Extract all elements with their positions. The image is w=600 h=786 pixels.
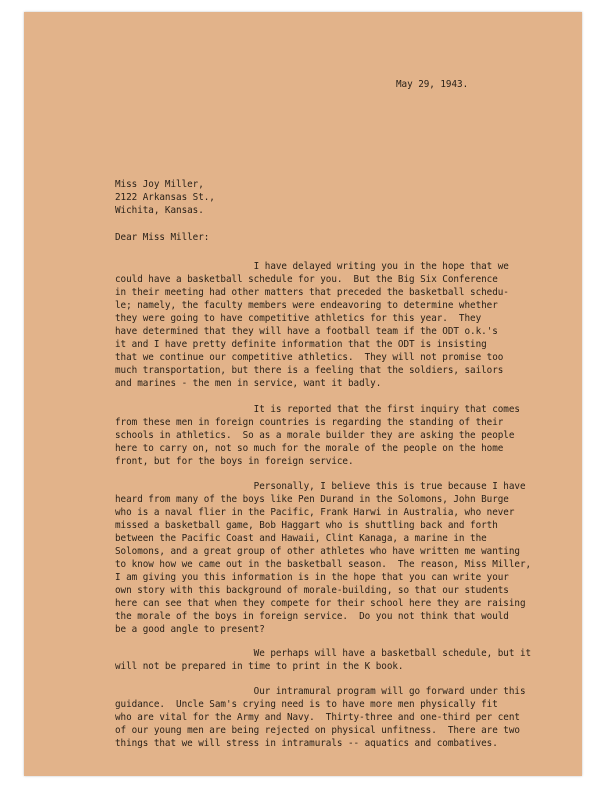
letter-page [24, 12, 582, 776]
line: to know how we came out in the basketball season. The reason, Miss Miller, [115, 559, 532, 570]
line: Solomons, and a great group of other athletes who have written me wanting [115, 546, 520, 557]
letter-date: May 29, 1943. [396, 79, 469, 90]
recipient-city: Wichita, Kansas. [115, 205, 204, 216]
line: I am giving you this information is in the hope that you can write your [115, 572, 509, 583]
line: will not be prepared in time to print in the K book. [115, 661, 404, 672]
paragraph-5 [115, 685, 526, 750]
line: they were going to have competitive athletics for this year. They [115, 313, 482, 324]
line: the morale of the boys in foreign service. Do you not think that would [115, 611, 509, 622]
recipient-address [115, 178, 215, 217]
line: heard from many of the boys like Pen Durand in the Solomons, John Burge [115, 494, 509, 505]
line: from these men in foreign countries is regarding the standing of their [115, 417, 504, 428]
paragraph-1 [115, 260, 509, 390]
line: of our young men are being rejected on physical unfitness. There are two [115, 725, 520, 736]
line: I have delayed writing you in the hope that we [115, 261, 509, 272]
paragraph-3 [115, 480, 531, 636]
line: who are vital for the Army and Navy. Thirty-three and one-third per cent [115, 712, 520, 723]
line: it and I have pretty definite information that the ODT is insisting [115, 339, 487, 350]
line: have determined that they will have a football team if the ODT o.k.'s [115, 326, 498, 337]
recipient-name: Miss Joy Miller, [115, 179, 204, 190]
line: own story with this background of morale-building, so that our students [115, 585, 509, 596]
line: between the Pacific Coast and Hawaii, Clint Kanaga, a marine in the [115, 533, 487, 544]
line: schools in athletics. So as a morale builder they are asking the people [115, 430, 515, 441]
line: guidance. Uncle Sam's crying need is to have more men physically fit [115, 699, 498, 710]
salutation: Dear Miss Miller: [115, 232, 210, 243]
line: here can see that when they compete for their school here they are raising [115, 598, 526, 609]
line: and marines - the men in service, want it badly. [115, 378, 382, 389]
line: things that we will stress in intramurals -- aquatics and combatives. [115, 738, 498, 749]
line: missed a basketball game, Bob Haggart who is shuttling back and forth [115, 520, 498, 531]
line: much transportation, but there is a feeling that the soldiers, sailors [115, 365, 504, 376]
line: Personally, I believe this is true because I have [115, 481, 526, 492]
line: be a good angle to present? [115, 624, 265, 635]
line: that we continue our competitive athletics. They will not promise too [115, 352, 504, 363]
line: Our intramural program will go forward under this [115, 686, 526, 697]
line: who is a naval flier in the Pacific, Frank Harwi in Australia, who never [115, 507, 515, 518]
recipient-street: 2122 Arkansas St., [115, 192, 215, 203]
line: here to carry on, not so much for the morale of the people on the home [115, 443, 504, 454]
line: could have a basketball schedule for you. But the Big Six Conference [115, 274, 498, 285]
line: le; namely, the faculty members were endeavoring to determine whether [115, 300, 498, 311]
line: in their meeting had other matters that preceded the basketball schedu- [115, 287, 509, 298]
line: front, but for the boys in foreign service. [115, 456, 354, 467]
line: It is reported that the first inquiry that comes [115, 404, 520, 415]
paragraph-2 [115, 403, 520, 468]
line: We perhaps will have a basketball schedule, but it [115, 648, 532, 659]
paragraph-4 [115, 647, 531, 673]
